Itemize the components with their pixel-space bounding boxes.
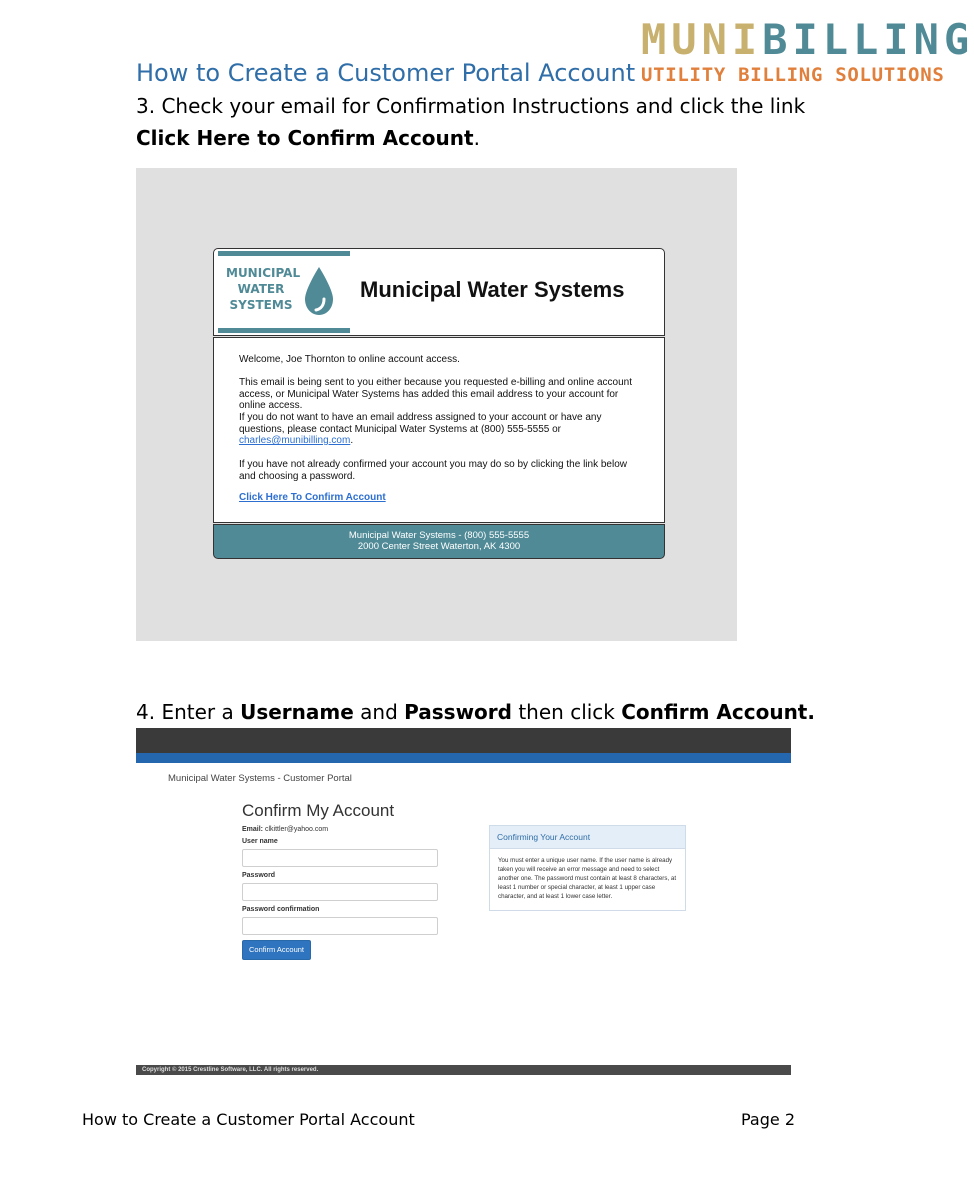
confirm-account-link[interactable]: Click Here To Confirm Account bbox=[239, 492, 386, 503]
step-3-text: 3. Check your email for Confirmation Instructions and click the link bbox=[136, 94, 806, 118]
step-4-bold-username: Username bbox=[240, 700, 354, 724]
username-label: User name bbox=[242, 838, 278, 845]
step-4-text-1: 4. Enter a bbox=[136, 700, 241, 724]
portal-top-bar bbox=[136, 728, 791, 753]
step-4-text-3: then click bbox=[511, 700, 622, 724]
step-4-bold-password: Password bbox=[404, 700, 512, 724]
logo-text bbox=[226, 265, 301, 313]
email-label: Email: bbox=[242, 826, 264, 833]
logo-tagline: UTILITY BILLING SOLUTIONS bbox=[641, 64, 945, 86]
step-4-bold-confirm: Confirm Account. bbox=[621, 700, 815, 724]
logo-line-2: WATER bbox=[237, 282, 285, 296]
email-header bbox=[213, 248, 665, 336]
email-value: clkittler@yahoo.com bbox=[264, 826, 329, 833]
password-input[interactable] bbox=[242, 883, 438, 901]
email-paragraph-2-text: If you do not want to have an email address assigned to your account or have any questions, please contact Municipal Water Systems at (800) 555-5555 or bbox=[239, 412, 602, 435]
password-confirmation-label: Password confirmation bbox=[242, 906, 320, 913]
email-body bbox=[213, 337, 665, 523]
email-footer bbox=[213, 524, 665, 559]
step-4-text-2: and bbox=[353, 700, 405, 724]
municipal-water-systems-logo bbox=[218, 251, 350, 333]
step-4-instruction bbox=[136, 696, 836, 728]
password-label: Password bbox=[242, 872, 276, 879]
email-paragraph-3: If you have not already confirmed your account you may do so by clicking the link below and choosing a password. bbox=[239, 459, 627, 482]
portal-screenshot bbox=[136, 728, 791, 1076]
logo-muni-text: MUNI bbox=[641, 15, 763, 64]
info-panel bbox=[489, 825, 686, 911]
confirm-form-title: Confirm My Account bbox=[242, 801, 395, 820]
step-3-suffix: . bbox=[473, 126, 480, 150]
logo-line-3: SYSTEMS bbox=[229, 298, 293, 312]
email-welcome: Welcome, Joe Thornton to online account access. bbox=[239, 354, 460, 365]
logo-billing-text: BILLING bbox=[762, 15, 974, 64]
email-paragraph-2: If you do not want to have an email address assigned to your account or have any questions, please contact Municipal Water Systems at (800) 555-5555 or charles@munibilling.com. bbox=[239, 412, 602, 446]
email-screenshot bbox=[136, 168, 737, 641]
page-number: Page 2 bbox=[741, 1110, 795, 1129]
page-footer-title: How to Create a Customer Portal Account bbox=[82, 1110, 415, 1129]
step-3-instruction bbox=[136, 90, 836, 154]
email-paragraph-1: This email is being sent to you either because you requested e-billing and online account access, or Municipal Water Systems has added this email address to your account for online access. bbox=[239, 377, 633, 411]
email-title: Municipal Water Systems bbox=[360, 277, 625, 302]
account-email bbox=[242, 826, 328, 833]
username-input[interactable] bbox=[242, 849, 438, 867]
portal-copyright: Copyright © 2015 Crestline Software, LLC. All rights reserved. bbox=[142, 1067, 319, 1073]
contact-email-link[interactable]: charles@munibilling.com bbox=[239, 435, 351, 446]
document-title: How to Create a Customer Portal Account bbox=[136, 59, 636, 87]
password-confirmation-input[interactable] bbox=[242, 917, 438, 935]
water-drop-icon bbox=[302, 265, 336, 317]
logo-line-1: MUNICIPAL bbox=[226, 266, 301, 280]
email-footer-line-2: 2000 Center Street Waterton, AK 4300 bbox=[357, 541, 521, 552]
portal-site-name[interactable]: Municipal Water Systems - Customer Portal bbox=[168, 773, 352, 784]
info-panel-body: You must enter a unique user name. If the user name is already taken you will receive an error message and need to select another one. The password must contain at least 8 characters, at least 1 number or special character, at least 1 upper case character, and at least 1 lower case letter. bbox=[498, 857, 677, 900]
portal-accent-bar bbox=[136, 753, 791, 763]
info-panel-title: Confirming Your Account bbox=[497, 832, 591, 842]
portal-footer bbox=[136, 1065, 791, 1075]
info-panel-header bbox=[490, 826, 685, 849]
confirm-account-button[interactable]: Confirm Account bbox=[242, 940, 311, 960]
munibilling-logo bbox=[641, 15, 974, 64]
step-3-bold-link-text: Click Here to Confirm Account bbox=[136, 126, 474, 150]
email-footer-line-1: Municipal Water Systems - (800) 555-5555 bbox=[348, 530, 530, 541]
